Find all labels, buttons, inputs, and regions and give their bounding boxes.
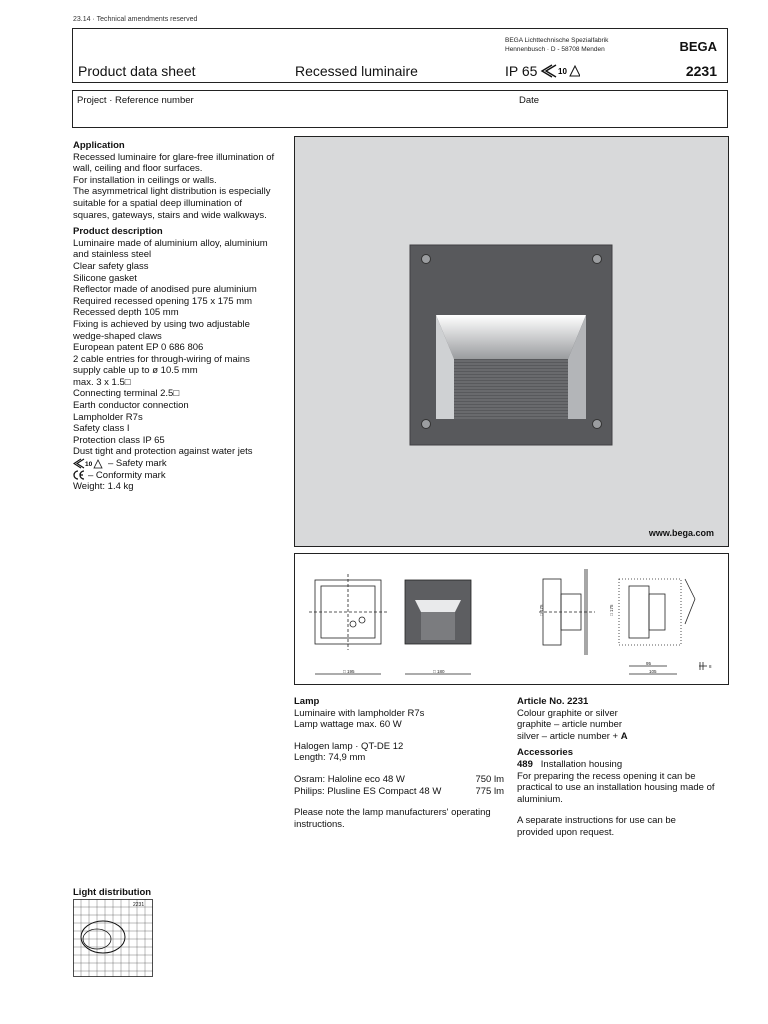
product-description-text	[73, 238, 288, 458]
article-title: Article No. 2231	[517, 696, 589, 707]
svg-text:□ 175: □ 175	[539, 604, 544, 616]
description-line: Earth conductor connection	[73, 400, 189, 412]
light-distribution-diagram	[73, 899, 153, 977]
svg-text:95: 95	[646, 661, 652, 666]
luminaire-image	[295, 137, 728, 546]
project-label: Project · Reference number	[77, 95, 194, 106]
description-line: Required recessed opening 175 x 175 mm	[73, 295, 253, 307]
top-note: 23.14 · Technical amendments reserved	[73, 16, 198, 23]
safety-mark-icon	[73, 458, 105, 469]
lamp-section: Lamp Luminaire with lampholder R7s Lamp wattage max. 60 W Halogen lamp · QT-DE 12 Length: 74,9 mm Osram: Haloline eco 48 W 750 lm Philips: Plusline ES Compact 48 W 775 lm Please note the lamp manufacturers' operating instructions.	[294, 696, 509, 830]
project-box	[72, 90, 728, 128]
weight: Weight: 1.4 kg	[73, 481, 134, 493]
dimension-drawing	[295, 554, 728, 684]
description-line: wedge-shaped claws	[73, 330, 162, 342]
ce-mark-icon	[73, 470, 86, 480]
svg-text:10: 10	[558, 67, 568, 76]
description-line: European patent EP 0 686 806	[73, 342, 204, 354]
description-line: Clear safety glass	[73, 260, 149, 272]
light-distribution-title: Light distribution	[73, 887, 152, 898]
description-line: Dust tight and protection against water jets	[73, 446, 253, 458]
article-section: Article No. 2231 Colour graphite or silver graphite – article number silver – article number + A Accessories 489 Installation housing For preparing the recess opening it can be practical to use an installation housing made of aluminium. A separate instructions for use can be provided upon request.	[517, 696, 732, 839]
application-line: The asymmetrical light distribution is especially	[73, 186, 271, 198]
svg-text:8: 8	[709, 664, 712, 669]
safety-mark-line: 10 – Safety mark	[73, 458, 288, 470]
application-line: Recessed luminaire for glare-free illumination of	[73, 151, 275, 163]
accessory-item: 489 Installation housing	[517, 758, 623, 770]
lamp-title: Lamp	[294, 696, 320, 707]
description-line: Silicone gasket	[73, 272, 137, 284]
svg-text:□ 180: □ 180	[433, 669, 445, 674]
ip-rating: IP 65 10	[505, 63, 580, 79]
svg-text:□ 195: □ 195	[343, 669, 355, 674]
svg-text:2231: 2231	[133, 902, 145, 908]
brand-logo: BEGA	[679, 39, 717, 54]
accessories-title: Accessories	[517, 747, 573, 759]
product-description-title: Product description	[73, 226, 163, 238]
technical-drawing	[294, 553, 729, 685]
product-photo	[294, 136, 729, 547]
header-box	[72, 28, 728, 83]
description-line: Safety class I	[73, 423, 130, 435]
website-url: www.bega.com	[648, 528, 714, 538]
conformity-mark-line: – Conformity mark	[73, 470, 288, 482]
svg-text:105: 105	[649, 669, 657, 674]
company-address: BEGA Lichttechnische Spezialfabrik Hennenbusch · D - 58708 Menden	[505, 37, 609, 53]
application-line: wall, ceiling and floor surfaces.	[73, 163, 203, 175]
description-line: Fixing is achieved by using two adjustable	[73, 318, 250, 330]
description-line: Connecting terminal 2.5□	[73, 388, 180, 400]
description-line: Luminaire made of aluminium alloy, aluminium	[73, 237, 268, 249]
safety-mark-icon	[540, 63, 580, 79]
doc-type: Product data sheet	[78, 63, 196, 79]
description-line: 2 cable entries for through-wiring of mains	[73, 353, 250, 365]
description-line: and stainless steel	[73, 249, 152, 261]
description-line: max. 3 x 1.5□	[73, 376, 131, 388]
description-line: Protection class IP 65	[73, 434, 165, 446]
date-label: Date	[519, 95, 540, 106]
application-text	[73, 152, 288, 222]
application-line: suitable for a spatial deep illumination of	[73, 197, 242, 209]
left-column	[73, 140, 288, 493]
application-line: squares, gateways, stairs and wide walkways.	[73, 209, 267, 221]
lamp-row: Philips: Plusline ES Compact 48 W 775 lm	[294, 785, 504, 797]
application-line: For installation in ceilings or walls.	[73, 174, 217, 186]
svg-text:10: 10	[85, 461, 93, 469]
svg-text:□ 175: □ 175	[609, 604, 614, 616]
product-type: Recessed luminaire	[295, 63, 418, 79]
article-number: 2231	[685, 63, 717, 79]
application-title: Application	[73, 140, 125, 151]
description-line: Lampholder R7s	[73, 411, 143, 423]
lamp-row: Osram: Haloline eco 48 W 750 lm	[294, 773, 504, 785]
description-line: Recessed depth 105 mm	[73, 307, 179, 319]
description-line: supply cable up to ø 10.5 mm	[73, 365, 198, 377]
description-line: Reflector made of anodised pure aluminium	[73, 284, 257, 296]
